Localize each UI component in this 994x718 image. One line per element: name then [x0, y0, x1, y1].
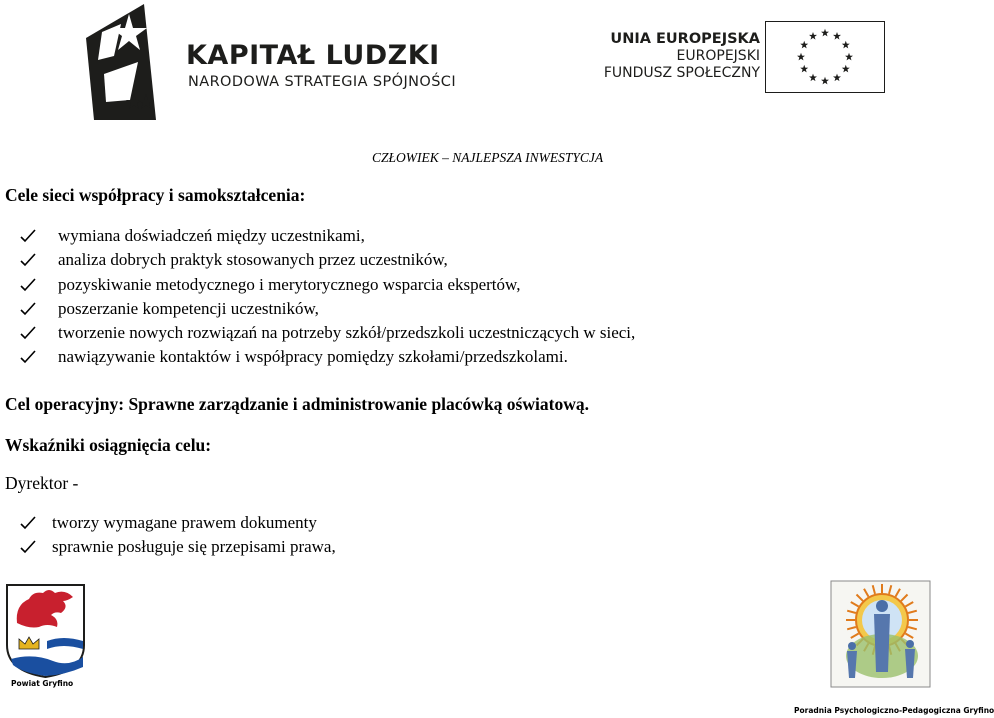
checkmark-icon	[20, 228, 36, 244]
list-item	[20, 248, 635, 272]
checkmark-icon	[20, 277, 36, 293]
eu-line-european: EUROPEJSKI	[676, 48, 760, 64]
list-item-text: analiza dobrych praktyk stosowanych przez uczestników,	[58, 250, 448, 270]
section-heading-goals: Cele sieci współpracy i samokształcenia:	[5, 185, 306, 205]
list-item	[20, 321, 635, 345]
checkmark-icon	[20, 515, 36, 531]
list-item-text: pozyskiwanie metodycznego i merytorycznego wsparcia ekspertów,	[58, 274, 521, 294]
list-item	[20, 345, 635, 369]
poradnia-logo-icon	[830, 580, 931, 688]
checkmark-icon	[20, 539, 36, 555]
tagline: CZŁOWIEK – NAJLEPSZA INWESTYCJA	[372, 150, 604, 165]
eu-line-social-fund: FUNDUSZ SPOŁECZNY	[603, 65, 760, 81]
organization-name: Poradnia Psychologiczno-Pedagogiczna Gryfino	[794, 706, 994, 715]
checkmark-icon	[20, 252, 36, 268]
eu-label	[590, 31, 760, 82]
list-item	[20, 297, 635, 321]
kapital-ludzki-title: KAPITAŁ LUDZKI	[186, 40, 440, 71]
list-item-text: wymiana doświadczeń między uczestnikami,	[58, 226, 365, 245]
eu-line-union: UNIA EUROPEJSKA	[610, 31, 760, 47]
operational-goal: Cel operacyjny: Sprawne zarządzanie i administrowanie placówką oświatową.	[5, 394, 589, 414]
eu-flag-icon	[765, 21, 885, 93]
coat-caption: Powiat Gryfino	[11, 679, 74, 688]
list-item-text: sprawnie posługuje się przepisami prawa,	[52, 537, 336, 557]
kapital-ludzki-emblem	[86, 2, 176, 120]
goals-list	[20, 224, 635, 370]
kapital-ludzki-logo	[86, 2, 486, 120]
coat-of-arms-icon	[3, 583, 88, 678]
list-item	[20, 535, 336, 559]
coat-of-arms-logo	[3, 583, 88, 691]
indicators-heading: Wskaźniki osiągnięcia celu:	[5, 435, 212, 455]
checkmark-icon	[20, 301, 36, 317]
director-label: Dyrektor -	[5, 473, 79, 493]
list-item-text: nawiązywanie kontaktów i współpracy pomiędzy szkołami/przedszkolami.	[58, 347, 568, 367]
list-item	[20, 511, 336, 535]
list-item-text: tworzy wymagane prawem dokumenty	[52, 513, 317, 532]
list-item-text: tworzenie nowych rozwiązań na potrzeby szkół/przedszkoli uczestniczących w sieci,	[58, 323, 636, 343]
checkmark-icon	[20, 349, 36, 365]
list-item-text: poszerzanie kompetencji uczestników,	[58, 298, 319, 318]
list-item	[20, 273, 635, 297]
checkmark-icon	[20, 325, 36, 341]
kapital-ludzki-subtitle: NARODOWA STRATEGIA SPÓJNOŚCI	[188, 74, 457, 90]
director-tasks-list	[20, 511, 336, 560]
list-item	[20, 224, 635, 248]
